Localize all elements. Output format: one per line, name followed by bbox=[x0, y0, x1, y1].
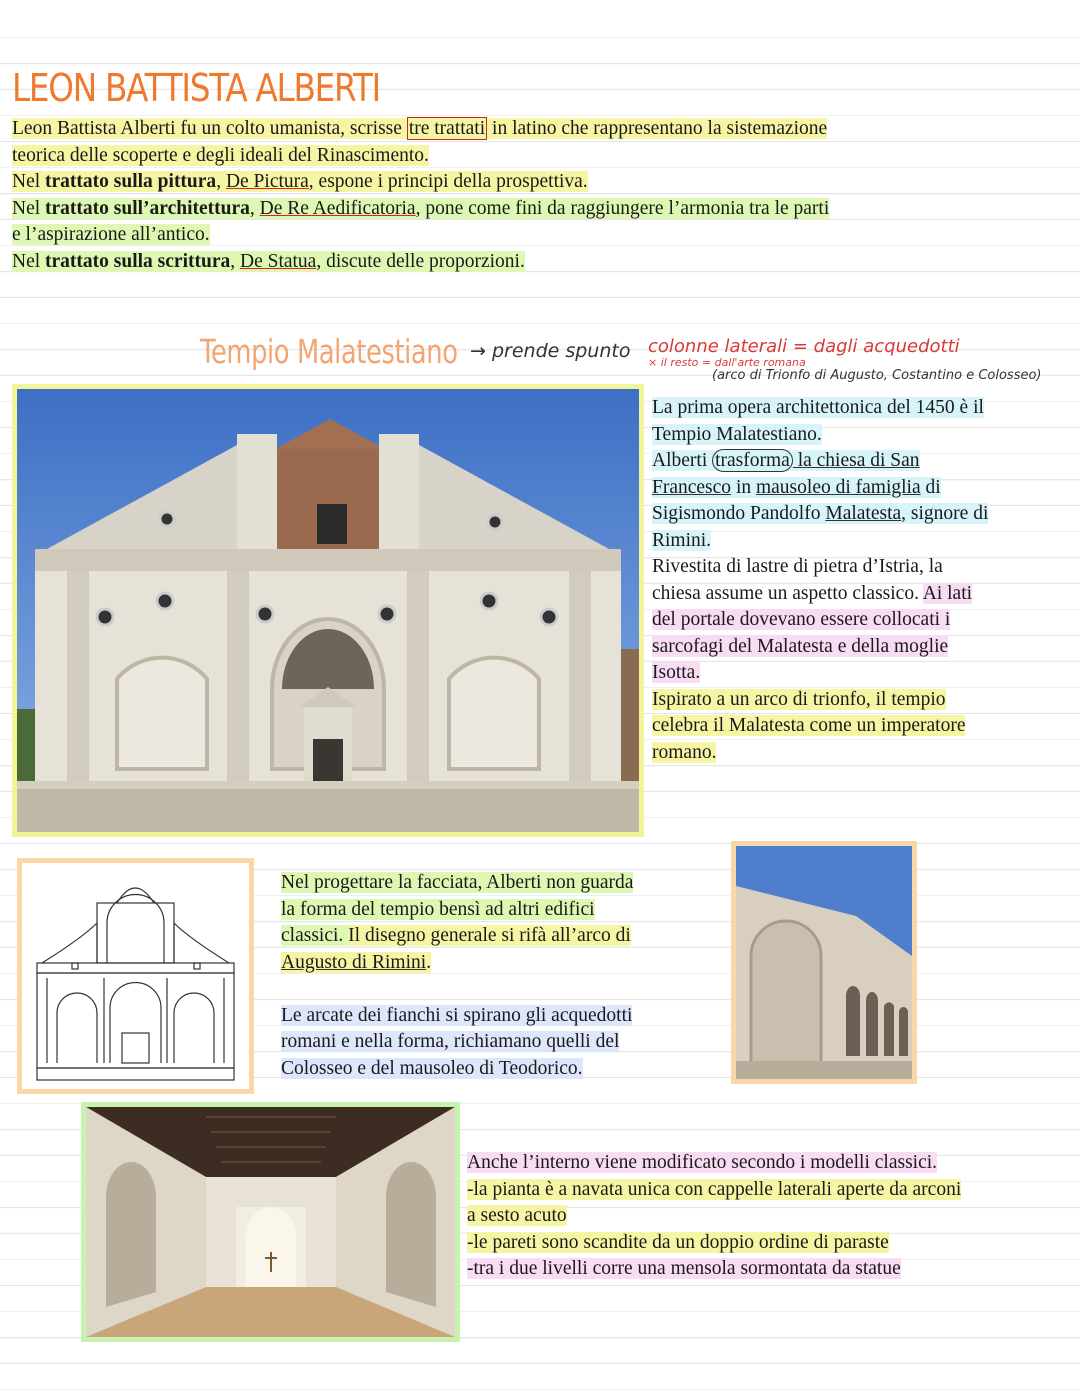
interior-photo bbox=[81, 1102, 460, 1342]
page-title: LEON BATTISTA ALBERTI bbox=[12, 66, 381, 110]
section-subtitle: Tempio Malatestiano bbox=[200, 332, 458, 371]
interior-illustration bbox=[86, 1107, 455, 1337]
handwritten-note-arrow: → prende spunto bbox=[470, 340, 631, 362]
side-arcades-illustration bbox=[736, 846, 912, 1079]
facciata-paragraph: Nel progettare la facciata, Alberti non guarda la forma del tempio bensì ad altri edifici classici. Il disegno generale si rifà all’arco di Augusto di Rimini. Le arcate dei fianchi si spirano gli acquedotti romani e nella forma, richiamano quelli del Colosseo e del mausoleo di Teodorico. bbox=[281, 872, 634, 1079]
tre-trattati-box: tre trattati bbox=[408, 118, 486, 139]
intro-paragraph: Leon Battista Alberti fu un colto umanista, scrisse tre trattati in latino che rappresentano la sistemazione teorica delle scoperte e degli ideali del Rinascimento. Nel trattato sulla pittura, De Pictura, espone i principi della prospettiva. Nel trattato sull’architettura, De Re Aedificatoria, pone come fini da raggiungere l’armonia tra le parti e l’aspirazione all’antico. Nel trattato sulla scrittura, De Statua, discute delle proporzioni. bbox=[12, 118, 830, 272]
tempio-facade-photo bbox=[12, 384, 644, 837]
facade-illustration bbox=[17, 389, 639, 832]
trasforma-circled: trasforma bbox=[712, 449, 793, 472]
handwritten-note-line1: colonne laterali = dagli acquedotti bbox=[648, 336, 960, 357]
side-arcades-photo bbox=[731, 841, 917, 1084]
tempio-paragraph: La prima opera architettonica del 1450 è il Tempio Malatestiano. Alberti trasforma la chiesa di San Francesco in mausoleo di famiglia di Sigismondo Pandolfo Malatesta, signore di Rimini. Rivestita di lastre di pietra d’Istria, la chiesa assume un aspetto classico. Ai lati del portale dovevano essere collocati i sarcofagi del Malatesta e della moglie Isotta. Ispirato a un arco di trionfo, il tempio celebra il Malatesta come un imperatore romano. bbox=[652, 397, 989, 763]
facade-drawing-svg bbox=[22, 863, 249, 1089]
interno-paragraph: Anche l’interno viene modificato secondo i modelli classici. -la pianta è a navata unica con cappelle laterali aperte da arconi a sesto acuto -le pareti sono scandite da un doppio ordine di paraste -tra i due livelli corre una mensola sormontata da statue bbox=[467, 1152, 962, 1279]
handwritten-note-line2: × il resto = dall'arte romana bbox=[648, 356, 806, 369]
handwritten-note-line3: (arco di Trionfo di Augusto, Costantino e Colosseo) bbox=[712, 368, 1042, 383]
facade-drawing bbox=[17, 858, 254, 1094]
